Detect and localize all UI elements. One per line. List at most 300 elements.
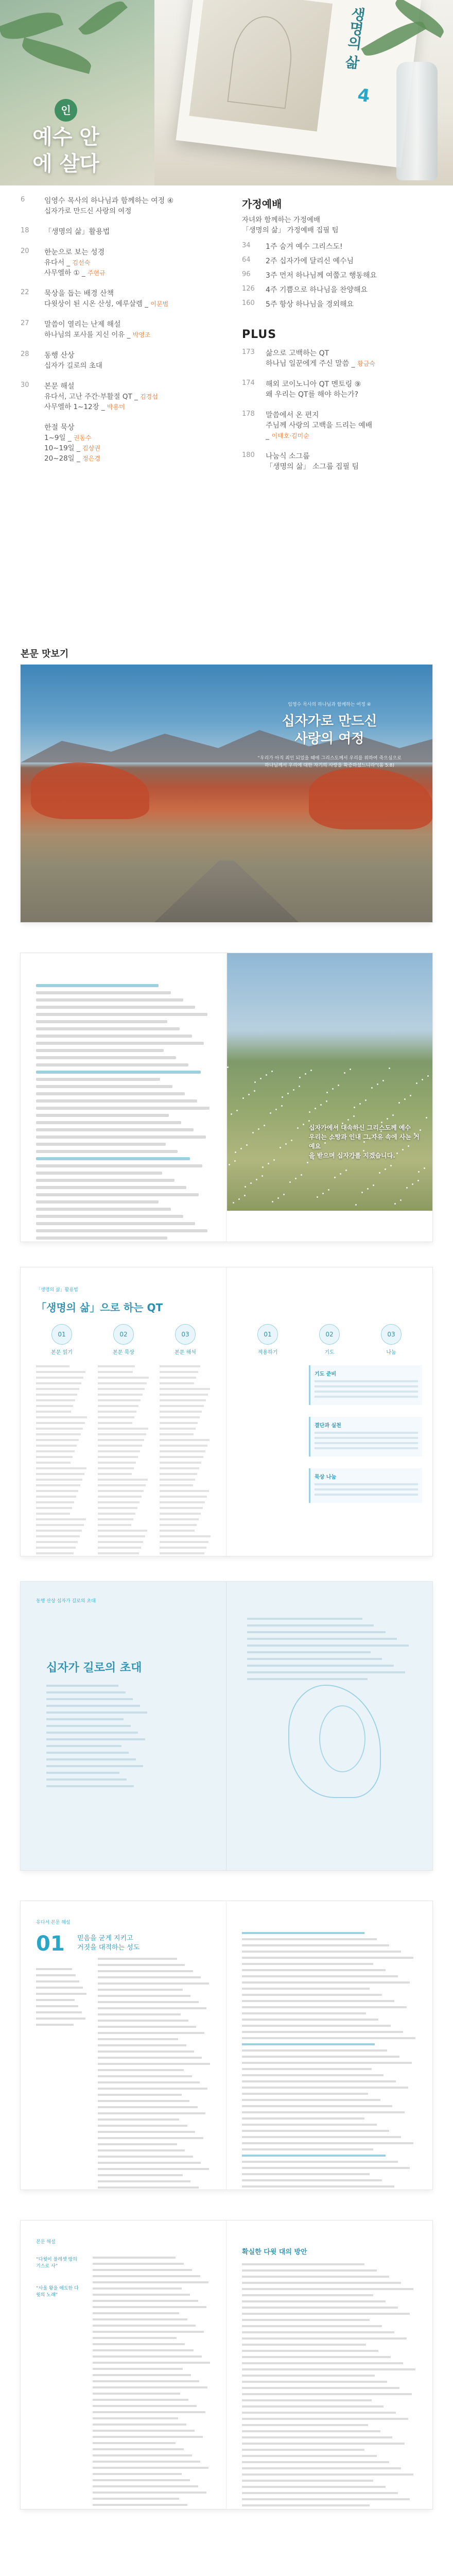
text-line-placeholder bbox=[36, 1450, 75, 1452]
hero-banner bbox=[0, 0, 453, 185]
toc-line: 다윗상이 된 시온 산성, 예루살렘 _ 이문범 bbox=[44, 300, 169, 308]
toc-line: 말씀에서 온 편지 bbox=[266, 411, 319, 419]
flower-dot bbox=[309, 1111, 310, 1113]
toc-author: 김상권 bbox=[82, 445, 100, 452]
text-line-placeholder bbox=[46, 1725, 131, 1727]
text-line-placeholder bbox=[98, 2038, 178, 2040]
text-line-placeholder bbox=[36, 1433, 81, 1435]
flower-dot bbox=[418, 1171, 420, 1173]
toc-entry bbox=[242, 299, 438, 310]
text-line-placeholder bbox=[36, 1157, 190, 1160]
text-line-placeholder bbox=[242, 2399, 372, 2401]
section-subtitle-line: 믿음을 굳게 지키고 bbox=[77, 1935, 133, 1942]
toc-author: 김경섭 bbox=[140, 393, 158, 400]
flower-dot bbox=[289, 1181, 291, 1183]
flower-dot bbox=[322, 1193, 324, 1194]
body-text-block bbox=[46, 1685, 149, 1792]
flower-dot bbox=[427, 1075, 429, 1077]
text-line-placeholder bbox=[98, 2069, 184, 2071]
text-line-placeholder bbox=[36, 1987, 83, 1989]
text-line-placeholder bbox=[46, 1718, 124, 1720]
text-line-placeholder bbox=[46, 1772, 119, 1774]
text-line-placeholder bbox=[160, 1467, 199, 1469]
text-line-placeholder bbox=[160, 1439, 210, 1441]
toc-line: 「생명의 삶」활용법 bbox=[44, 228, 110, 236]
flower-dot bbox=[371, 1087, 373, 1089]
page-gutter bbox=[226, 1267, 227, 1556]
toc-entry bbox=[21, 319, 226, 340]
flower-dot bbox=[283, 1194, 285, 1195]
text-line-placeholder bbox=[242, 2486, 386, 2488]
text-line-placeholder bbox=[36, 1422, 85, 1424]
text-line-placeholder bbox=[98, 2174, 183, 2176]
page-kicker: 유다서 본문 해설 bbox=[36, 1920, 71, 1925]
flower-dot bbox=[424, 1167, 425, 1169]
qt-step-number: 01 bbox=[257, 1324, 278, 1345]
text-line-placeholder bbox=[242, 2155, 386, 2157]
section-number: 01 bbox=[36, 1932, 65, 1956]
text-line-placeholder bbox=[160, 1535, 211, 1537]
text-line-placeholder bbox=[242, 1969, 386, 1971]
flower-dot bbox=[332, 1088, 334, 1090]
toc-page-number: 6 bbox=[21, 196, 25, 204]
text-line-placeholder bbox=[36, 1456, 73, 1458]
toc-author: 황금숙 bbox=[357, 360, 375, 367]
text-line-placeholder bbox=[98, 1976, 201, 1978]
flower-dot bbox=[307, 1162, 308, 1163]
issue-number: 4 bbox=[356, 84, 371, 107]
flower-dot bbox=[264, 1125, 265, 1126]
text-line-placeholder bbox=[36, 1179, 175, 1182]
text-line-placeholder bbox=[242, 2263, 364, 2265]
toc-line: 「생명의 삶」 소그룹 집필 팀 bbox=[266, 463, 359, 471]
text-line-placeholder bbox=[242, 2480, 373, 2482]
text-line-placeholder bbox=[242, 1975, 398, 1977]
flower-dot bbox=[236, 1110, 238, 1111]
text-line-placeholder bbox=[242, 2019, 378, 2021]
text-line-placeholder bbox=[36, 2018, 85, 2020]
article-verse-line: 하나님께서 우리에 대한 자기의 사랑을 확증하셨느니라”(롬 5:8) bbox=[265, 763, 394, 768]
text-line-placeholder bbox=[98, 1552, 139, 1554]
text-line-placeholder bbox=[160, 1371, 198, 1373]
text-line-placeholder bbox=[242, 2362, 403, 2364]
text-line-placeholder bbox=[247, 1651, 371, 1653]
flower-dot bbox=[406, 1187, 408, 1189]
toc-page-number: 174 bbox=[242, 379, 255, 387]
step-columns bbox=[36, 1365, 211, 1556]
text-line-placeholder bbox=[242, 2136, 401, 2138]
magazine-cover bbox=[176, 0, 422, 168]
toc-line: 1~9일 _ 권동수 bbox=[44, 434, 92, 442]
text-line-placeholder bbox=[98, 1405, 138, 1407]
page-kicker: 「생명의 삶」활용법 bbox=[36, 1287, 78, 1293]
text-line-placeholder bbox=[36, 1092, 185, 1095]
text-line-placeholder bbox=[98, 1524, 131, 1526]
toc-page-number: 160 bbox=[242, 299, 255, 307]
side-notes bbox=[36, 2257, 82, 2314]
text-line-placeholder bbox=[36, 1394, 77, 1396]
toc-author: 주현규 bbox=[87, 269, 106, 277]
text-line-placeholder bbox=[98, 1422, 132, 1424]
text-line-placeholder bbox=[242, 2307, 398, 2309]
text-line-placeholder bbox=[36, 1507, 72, 1509]
toc-page-number: 18 bbox=[21, 227, 29, 234]
text-line-placeholder bbox=[36, 1416, 87, 1418]
flower-dot bbox=[417, 1180, 419, 1181]
text-line-placeholder bbox=[36, 1501, 74, 1503]
toc-line: 십자가로 만드신 사랑의 여정 bbox=[44, 207, 132, 215]
toc-author: 이문범 bbox=[150, 300, 169, 308]
toc-entry bbox=[21, 227, 226, 237]
text-line-placeholder bbox=[36, 1541, 78, 1543]
qt-steps-right bbox=[242, 1324, 417, 1355]
text-line-placeholder bbox=[242, 2337, 407, 2340]
text-line-placeholder bbox=[98, 1416, 134, 1418]
text-line-placeholder bbox=[98, 1428, 148, 1430]
text-line-placeholder bbox=[98, 2088, 207, 2090]
text-line-placeholder bbox=[93, 2454, 192, 2456]
text-line-placeholder bbox=[242, 2467, 401, 2469]
text-line-placeholder bbox=[36, 1020, 167, 1023]
flower-dot bbox=[297, 1127, 299, 1129]
text-line-placeholder bbox=[98, 2001, 199, 2003]
family-worship-sub bbox=[242, 215, 438, 235]
toc-page-number: 20 bbox=[21, 247, 29, 255]
text-line-placeholder bbox=[242, 2300, 386, 2302]
text-line-placeholder bbox=[36, 1164, 202, 1167]
step-column bbox=[160, 1365, 211, 1556]
text-line-placeholder bbox=[93, 2411, 205, 2413]
flower-dot bbox=[390, 1165, 392, 1166]
toc-right-column bbox=[242, 196, 438, 482]
article-title-line: 십자가로 만드신 bbox=[282, 714, 377, 729]
flower-dot bbox=[315, 1108, 316, 1109]
text-line-placeholder bbox=[160, 1388, 210, 1390]
flower-dot bbox=[389, 1067, 390, 1069]
text-line-placeholder bbox=[98, 1490, 144, 1492]
text-line-placeholder bbox=[242, 1944, 389, 1946]
text-line-placeholder bbox=[36, 1136, 206, 1139]
text-line-placeholder bbox=[98, 2149, 185, 2151]
toc-line: 하나님 일꾼에게 주신 말씀 _ 황금숙 bbox=[266, 360, 375, 368]
flower-dot bbox=[385, 1168, 386, 1170]
toc-entry bbox=[242, 348, 438, 369]
flower-dot bbox=[365, 1099, 367, 1101]
text-line-placeholder bbox=[242, 1938, 377, 1940]
flower-dot bbox=[272, 1201, 273, 1202]
page-gutter bbox=[226, 2221, 227, 2509]
flower-dot bbox=[250, 1182, 252, 1184]
toc-line: 동행 산상 bbox=[44, 351, 75, 360]
panel-title: 기도 준비 bbox=[315, 1371, 337, 1377]
text-line-placeholder bbox=[93, 2343, 185, 2345]
text-line-placeholder bbox=[36, 1490, 78, 1492]
text-line-placeholder bbox=[36, 1107, 210, 1110]
text-line-placeholder bbox=[36, 1121, 181, 1124]
flower-dot bbox=[291, 1140, 292, 1141]
text-line-placeholder bbox=[46, 1711, 147, 1714]
text-line-placeholder bbox=[242, 2325, 382, 2327]
text-line-placeholder bbox=[98, 1371, 133, 1373]
text-line-placeholder bbox=[242, 2179, 382, 2181]
toc-line: 사무엘하 ① _ 주현규 bbox=[44, 269, 106, 277]
text-line-placeholder bbox=[93, 2281, 208, 2283]
text-line-placeholder bbox=[98, 2143, 177, 2145]
page-kicker: 동행 산상 십자가 길로의 초대 bbox=[36, 1599, 96, 1604]
toc-entry bbox=[242, 379, 438, 400]
text-line-placeholder bbox=[98, 1547, 141, 1549]
text-line-placeholder bbox=[98, 2119, 179, 2121]
text-line-placeholder bbox=[93, 2467, 208, 2469]
toc-page-number: 126 bbox=[242, 285, 255, 293]
text-line-placeholder bbox=[160, 1513, 201, 1515]
text-line-placeholder bbox=[93, 2485, 198, 2487]
text-line-placeholder bbox=[46, 1685, 118, 1687]
flower-dot bbox=[404, 1098, 406, 1100]
text-line-placeholder bbox=[98, 2180, 190, 2182]
text-line-placeholder bbox=[36, 1236, 167, 1240]
flower-dot bbox=[262, 1166, 264, 1168]
meadow-image bbox=[227, 953, 432, 1211]
flower-dot bbox=[361, 1192, 363, 1193]
text-line-placeholder bbox=[93, 2312, 179, 2314]
toc-line: 십자가 길로의 초대 bbox=[44, 362, 102, 370]
plus-list bbox=[242, 348, 438, 472]
text-line-placeholder bbox=[242, 2498, 410, 2500]
flower-dot bbox=[394, 1203, 396, 1205]
text-line-placeholder bbox=[36, 1200, 159, 1204]
text-line-placeholder bbox=[36, 2011, 82, 2013]
flower-dot bbox=[252, 1132, 254, 1133]
text-line-placeholder bbox=[242, 2124, 377, 2126]
text-line-placeholder bbox=[36, 1530, 82, 1532]
text-line-placeholder bbox=[36, 1078, 160, 1081]
section-subtitle bbox=[77, 1934, 149, 1953]
flower-dot bbox=[338, 1084, 339, 1086]
text-line-placeholder bbox=[93, 2405, 197, 2407]
text-line-placeholder bbox=[242, 2288, 413, 2290]
toc-page-number: 30 bbox=[21, 381, 29, 389]
text-line-placeholder bbox=[93, 2436, 203, 2438]
text-line-placeholder bbox=[98, 2026, 196, 2028]
text-line-placeholder bbox=[160, 1479, 195, 1481]
text-line-placeholder bbox=[242, 2167, 410, 2169]
text-line-placeholder bbox=[36, 1377, 83, 1379]
flower-dot bbox=[328, 1189, 329, 1191]
text-line-placeholder bbox=[93, 2275, 200, 2277]
text-line-placeholder bbox=[36, 1388, 79, 1390]
text-line-placeholder bbox=[98, 1479, 148, 1481]
qt-step-number: 03 bbox=[175, 1324, 196, 1345]
page-title: 「생명의 삶」으로 하는 QT bbox=[36, 1301, 163, 1314]
text-line-placeholder bbox=[98, 1518, 133, 1520]
text-line-placeholder bbox=[46, 1691, 126, 1693]
text-line-placeholder bbox=[242, 2269, 377, 2272]
text-line-placeholder bbox=[93, 2362, 210, 2364]
toc-author: 박용미 bbox=[107, 403, 125, 411]
text-line-placeholder bbox=[242, 2111, 405, 2113]
text-line-placeholder bbox=[93, 2287, 182, 2290]
text-line-placeholder bbox=[242, 2173, 370, 2175]
text-line-placeholder bbox=[160, 1496, 207, 1498]
flower-dot bbox=[392, 1114, 394, 1116]
vase-image bbox=[396, 62, 438, 180]
flower-dot bbox=[320, 1104, 322, 1106]
side-note-title: “사울 왕을 애도한 다윗의 노래” bbox=[36, 2286, 79, 2298]
toc-page-number: 96 bbox=[242, 270, 251, 278]
text-line-placeholder bbox=[160, 1428, 196, 1430]
flower-dot bbox=[240, 1148, 242, 1149]
flower-dot bbox=[254, 1081, 256, 1083]
text-line-placeholder bbox=[98, 2162, 201, 2164]
text-line-placeholder bbox=[242, 2294, 373, 2296]
qt-step-number: 02 bbox=[319, 1324, 340, 1345]
text-line-placeholder bbox=[98, 1399, 141, 1401]
family-worship-sub-line: 「생명의 삶」 가정예배 집필 팀 bbox=[242, 226, 339, 234]
text-line-placeholder bbox=[242, 2031, 403, 2033]
toc-line: 4주 기쁨으로 하나님을 찬양해요 bbox=[266, 286, 368, 294]
text-line-placeholder bbox=[242, 2344, 366, 2346]
text-line-placeholder bbox=[93, 2263, 184, 2265]
toc-line: 2주 십자가에 달리신 예수님 bbox=[266, 257, 354, 265]
side-note-title: “다윗이 블레셋 땅의 기스로 사” bbox=[36, 2257, 77, 2269]
text-line-placeholder bbox=[93, 2498, 179, 2500]
flower-dot bbox=[367, 1188, 369, 1190]
flower-dot bbox=[248, 1094, 250, 1095]
text-line-placeholder bbox=[46, 1705, 140, 1707]
text-line-placeholder bbox=[160, 1462, 201, 1464]
plus-heading: PLUS bbox=[242, 328, 277, 341]
toc-line: 삶으로 고백하는 QT bbox=[266, 349, 329, 358]
text-line-placeholder bbox=[242, 2185, 394, 2188]
text-line-placeholder bbox=[242, 1951, 401, 1953]
toc-line: 3주 먼저 하나님께 여쭙고 행동해요 bbox=[266, 272, 377, 280]
text-line-placeholder bbox=[98, 1462, 136, 1464]
text-line-placeholder bbox=[98, 2050, 194, 2053]
toc-entry bbox=[242, 256, 438, 266]
text-line-placeholder bbox=[98, 1377, 149, 1379]
text-line-placeholder bbox=[98, 1365, 135, 1367]
toc-line: 5주 항상 하나님을 경외해요 bbox=[266, 300, 354, 309]
text-line-placeholder bbox=[98, 2020, 188, 2022]
text-line-placeholder bbox=[98, 1484, 146, 1486]
text-line-placeholder bbox=[36, 1027, 180, 1030]
text-line-placeholder bbox=[98, 1473, 132, 1475]
toc-line: 10~19일 _ 김상권 bbox=[44, 444, 100, 452]
body-text-block bbox=[36, 984, 211, 1242]
qt-step bbox=[304, 1324, 355, 1355]
flower-dot bbox=[235, 1151, 236, 1153]
flower-dot bbox=[334, 1177, 336, 1178]
toc-entry bbox=[21, 289, 226, 309]
flower-dot bbox=[299, 1086, 300, 1087]
text-line-placeholder bbox=[98, 1958, 177, 1960]
text-line-placeholder bbox=[160, 1433, 194, 1435]
qt-step-label: 나눔 bbox=[386, 1350, 396, 1355]
text-line-placeholder bbox=[242, 2405, 384, 2408]
text-line-placeholder bbox=[36, 1524, 84, 1526]
preview-spread-3 bbox=[21, 1267, 432, 1556]
text-line-placeholder bbox=[242, 2025, 391, 2027]
toc-page-number: 64 bbox=[242, 256, 251, 264]
text-line-placeholder bbox=[247, 1631, 386, 1633]
text-line-placeholder bbox=[98, 2057, 202, 2059]
page-gutter bbox=[226, 953, 227, 1242]
flower-dot bbox=[382, 1080, 384, 1081]
toc-page-number: 28 bbox=[21, 350, 29, 358]
text-line-placeholder bbox=[98, 1467, 134, 1469]
text-line-placeholder bbox=[36, 1405, 73, 1407]
toc-author: 김선숙 bbox=[72, 259, 91, 266]
step-column bbox=[98, 1365, 149, 1556]
toc-author: 권동수 bbox=[73, 434, 92, 442]
text-line-placeholder bbox=[242, 2430, 380, 2432]
text-line-placeholder bbox=[98, 1456, 138, 1458]
text-line-placeholder bbox=[242, 1932, 364, 1934]
flower-dot bbox=[268, 1163, 269, 1164]
text-line-placeholder bbox=[36, 1013, 207, 1016]
flower-dot bbox=[301, 1174, 302, 1176]
text-line-placeholder bbox=[98, 2131, 195, 2133]
toc-page-number: 180 bbox=[242, 451, 255, 459]
text-line-placeholder bbox=[36, 1479, 82, 1481]
text-line-placeholder bbox=[98, 2044, 186, 2046]
text-line-placeholder bbox=[242, 2313, 410, 2315]
flower-dot bbox=[246, 1144, 248, 1146]
text-line-placeholder bbox=[98, 2187, 199, 2189]
side-text-block bbox=[36, 1968, 88, 2030]
text-line-placeholder bbox=[242, 2276, 389, 2278]
text-line-placeholder bbox=[242, 2412, 396, 2414]
right-page-title: 확실한 다윗 대의 방안 bbox=[242, 2248, 307, 2256]
panel-title: 묵상 나눔 bbox=[315, 1475, 337, 1480]
text-line-placeholder bbox=[242, 2093, 368, 2095]
text-line-placeholder bbox=[98, 1382, 147, 1384]
toc-page-number: 22 bbox=[21, 289, 29, 296]
toc-line: 1주 숨겨 예수 그리스도! bbox=[266, 243, 343, 251]
flower-dot bbox=[277, 1197, 279, 1199]
qt-step-label: 본문 묵상 bbox=[113, 1350, 134, 1355]
toc-line: 나눔식 소그룹 bbox=[266, 452, 310, 461]
text-line-placeholder bbox=[36, 1439, 79, 1441]
text-line-placeholder bbox=[98, 1496, 142, 1498]
text-line-placeholder bbox=[93, 2374, 191, 2376]
text-line-placeholder bbox=[242, 2130, 389, 2132]
text-line-placeholder bbox=[36, 1999, 75, 2001]
toc-entry bbox=[242, 270, 438, 281]
text-line-placeholder bbox=[36, 984, 159, 987]
text-line-placeholder bbox=[242, 2461, 389, 2463]
text-line-placeholder bbox=[242, 2282, 401, 2284]
text-line-placeholder bbox=[242, 1994, 382, 1996]
flower-dot bbox=[354, 1107, 355, 1108]
qt-step bbox=[365, 1324, 417, 1355]
toc-entry bbox=[21, 381, 226, 412]
body-text-block bbox=[98, 1958, 211, 2190]
text-line-placeholder bbox=[160, 1399, 206, 1401]
text-line-placeholder bbox=[36, 1974, 76, 1976]
text-line-placeholder bbox=[242, 2375, 375, 2377]
flower-dot bbox=[347, 1119, 349, 1121]
text-line-placeholder bbox=[98, 2063, 210, 2065]
flower-dot bbox=[229, 1164, 230, 1165]
flower-dot bbox=[266, 1074, 267, 1076]
text-line-placeholder bbox=[36, 1208, 171, 1211]
text-line-placeholder bbox=[242, 2037, 415, 2039]
text-line-placeholder bbox=[160, 1382, 194, 1384]
text-line-placeholder bbox=[98, 1445, 142, 1447]
toc-line: 하나님의 포사를 지신 이유 _ 박영조 bbox=[44, 331, 151, 339]
